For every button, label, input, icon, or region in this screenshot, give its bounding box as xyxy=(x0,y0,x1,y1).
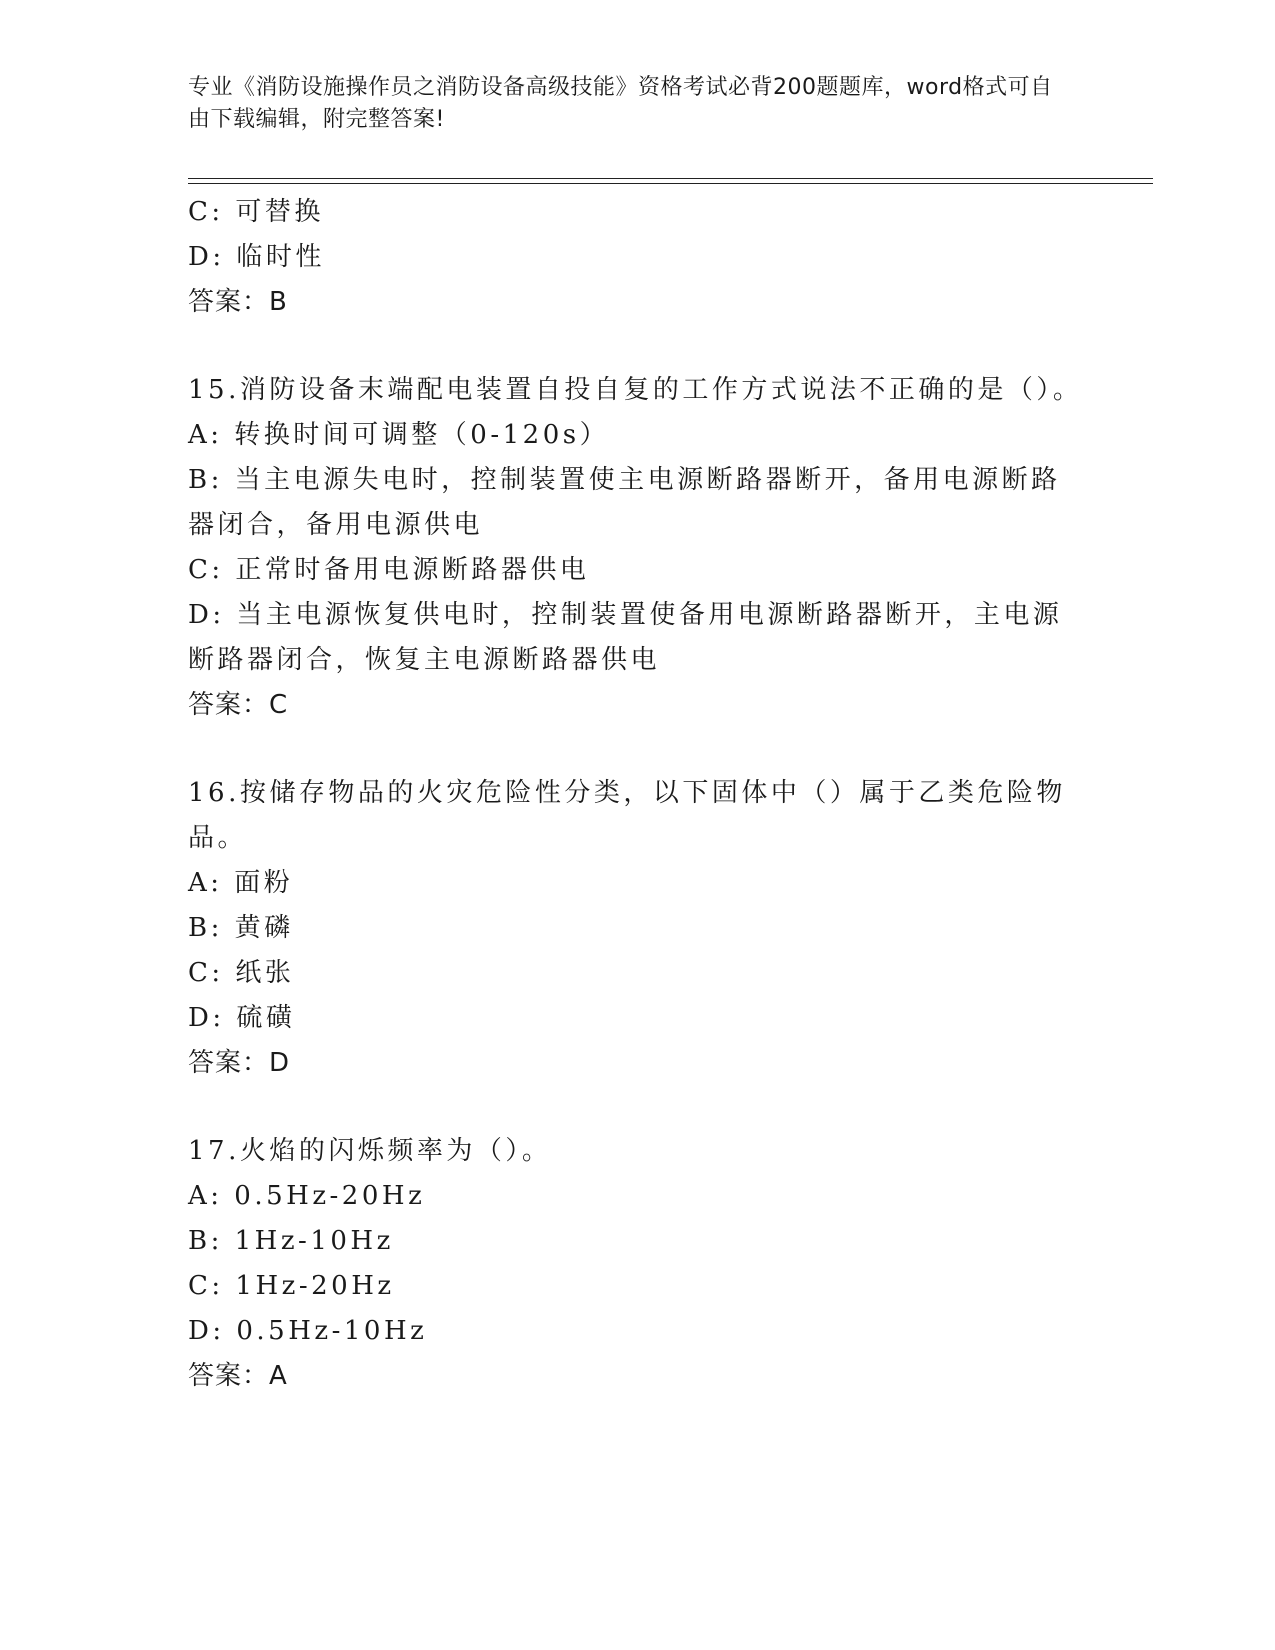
option-d: D: 硫磺 xyxy=(188,1003,296,1033)
question-stem: 16.按储存物品的火灾危险性分类，以下固体中（）属于乙类危险物品。 xyxy=(188,778,1066,853)
question-16 xyxy=(188,771,1088,1086)
previous-question-tail xyxy=(188,190,1088,325)
question-17 xyxy=(188,1129,1088,1399)
option-d: D: 当主电源恢复供电时，控制装置使备用电源断路器断开，主电源断路器闭合，恢复主电源断路器供电 xyxy=(188,600,1063,675)
answer-line: 答案：C xyxy=(188,690,289,720)
option-a: A: 0.5Hz-20Hz xyxy=(188,1181,426,1211)
answer-line: 答案：D xyxy=(188,1048,291,1078)
option-a: A: 面粉 xyxy=(188,868,294,898)
option-d: D: 0.5Hz-10Hz xyxy=(188,1316,428,1346)
option-a: A: 转换时间可调整（0-120s） xyxy=(188,420,610,450)
header-rule-top xyxy=(188,178,1153,179)
option-c: C: 纸张 xyxy=(188,958,295,988)
option-c: C: 正常时备用电源断路器供电 xyxy=(188,555,590,585)
option-c: C: 1Hz-20Hz xyxy=(188,1271,395,1301)
option-b: B: 黄磷 xyxy=(188,913,294,943)
option-c: C: 可替换 xyxy=(188,197,324,227)
option-d: D: 临时性 xyxy=(188,242,325,272)
option-b: B: 当主电源失电时，控制装置使主电源断路器断开，备用电源断路器闭合，备用电源供电 xyxy=(188,465,1061,540)
answer-line: 答案：B xyxy=(188,287,288,317)
header-rule-bottom xyxy=(188,183,1153,184)
question-stem: 15.消防设备末端配电装置自投自复的工作方式说法不正确的是（）。 xyxy=(188,375,1083,405)
question-stem: 17.火焰的闪烁频率为（）。 xyxy=(188,1136,552,1166)
option-b: B: 1Hz-10Hz xyxy=(188,1226,394,1256)
question-content xyxy=(188,190,1088,1399)
document-header xyxy=(188,72,1068,136)
header-text: 专业《消防设施操作员之消防设备高级技能》资格考试必背200题题库，word格式可自由下载编辑，附完整答案! xyxy=(188,75,1053,132)
answer-line: 答案：A xyxy=(188,1361,288,1391)
question-15 xyxy=(188,368,1088,728)
